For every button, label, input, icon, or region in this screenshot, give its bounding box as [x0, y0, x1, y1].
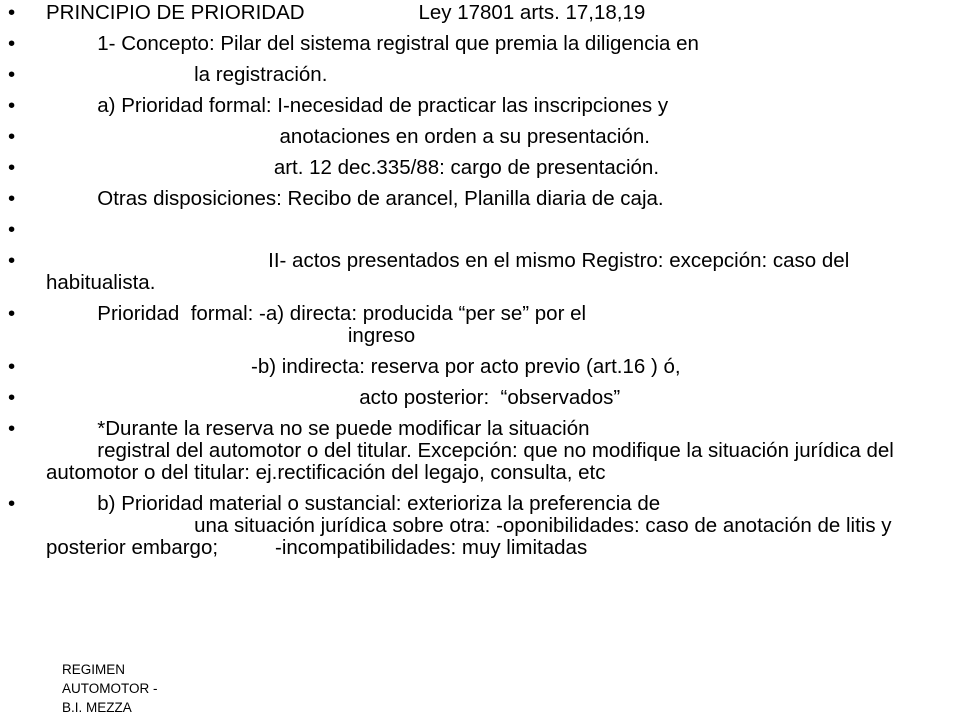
bullet-prioridad-formal: • a) Prioridad formal: I-necesidad de practicar las inscripciones y: [8, 95, 938, 117]
bullet-concepto: • 1- Concepto: Pilar del sistema registral que premia la diligencia en: [8, 33, 938, 55]
bullet-directa: • Prioridad formal: -a) directa: producida “per se” por el ingreso: [8, 303, 938, 347]
bullet-prioridad-material: • b) Prioridad material o sustancial: exterioriza la preferencia de una situación jurídica sobre otra: -oponibilidades: caso de anotación de litis y posterior embargo; -incompatibilidades: muy limitadas: [8, 493, 938, 559]
bullet-actos-presentados: • II- actos presentados en el mismo Registro: excepción: caso del habitualista.: [8, 250, 938, 294]
bullet-list: [8, 2, 938, 568]
bullet-durante-reserva: • *Durante la reserva no se puede modificar la situación registral del automotor o del titular. Excepción: que no modifique la situación jurídica del automotor o del titular: ej.rectificación del legajo, consulta, etc: [8, 418, 938, 484]
bullet-otras-disposiciones: • Otras disposiciones: Recibo de arancel, Planilla diaria de caja.: [8, 188, 938, 210]
bullet-acto-posterior: • acto posterior: “observados”: [8, 387, 938, 409]
bullet-concepto-cont: • la registración.: [8, 64, 938, 86]
bullet-indirecta: • -b) indirecta: reserva por acto previo (art.16 ) ó,: [8, 356, 938, 378]
bullet-art-12: • art. 12 dec.335/88: cargo de presentación.: [8, 157, 938, 179]
bullet-title: • PRINCIPIO DE PRIORIDAD Ley 17801 arts. 17,18,19: [8, 2, 938, 24]
bullet-empty: [8, 219, 938, 241]
bullet-prioridad-formal-cont: • anotaciones en orden a su presentación.: [8, 126, 938, 148]
footer-text: REGIMEN AUTOMOTOR - B.I. MEZZA: [62, 662, 158, 715]
